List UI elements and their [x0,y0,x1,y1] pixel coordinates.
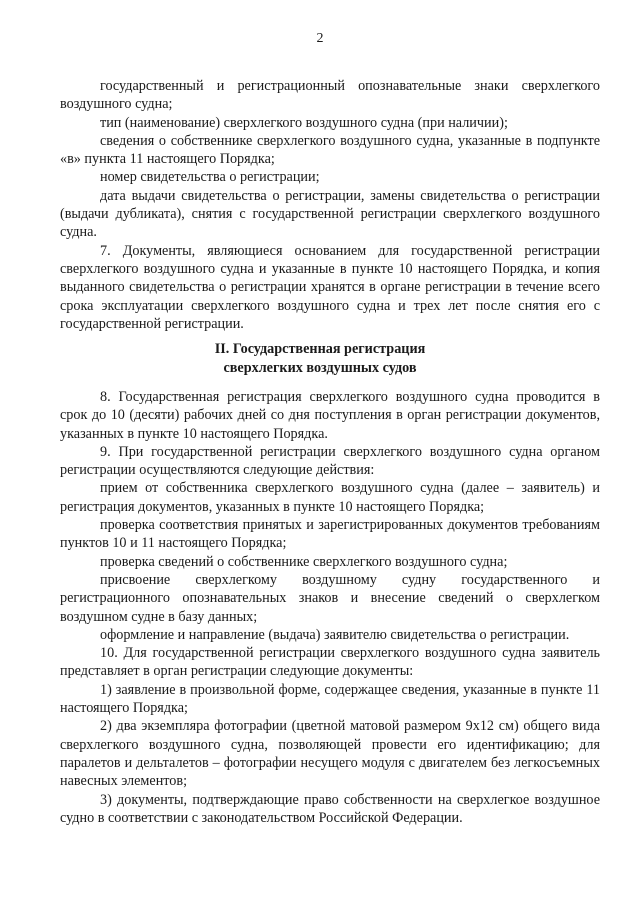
paragraph: 2) два экземпляра фотографии (цветной матовой размером 9x12 см) общего вида сверхлегкого воздушного судна, позволяющей провести его идентификацию; для паралетов и дельталетов – фотографии несущего модуля с двигателем без легкосъемных навесных элементов; [60,718,600,790]
paragraph: проверка соответствия принятых и зарегистрированных документов требованиям пунктов 10 и 11 настоящего Порядка; [60,517,600,552]
paragraph: 1) заявление в произвольной форме, содержащее сведения, указанные в пункте 11 настоящего Порядка; [60,681,600,717]
paragraph: дата выдачи свидетельства о регистрации, замены свидетельства о регистрации (выдачи дубликата), снятия с государственной регистрации сверхлегкого воздушного судна. [60,187,600,241]
paragraph: оформление и направление (выдача) заявителю свидетельства о регистрации. [100,626,570,643]
section-heading-line2: сверхлегких воздушных судов [223,359,417,376]
paragraph: 7. Документы, являющиеся основанием для государственной регистрации сверхлегкого воздушного судна и указанные в пункте 10 настоящего Порядка, и копия выданного свидетельства о регистрации хранятся в органе регистрации в течение всего срока эксплуатации сверхлегкого воздушного судна и трех лет после снятия его с государственной регистрации. [60,242,600,332]
paragraph: 3) документы, подтверждающие право собственности на сверхлегкое воздушное судно в соответствии с законодательством Российской Федерации. [60,791,600,826]
paragraph: тип (наименование) сверхлегкого воздушного судна (при наличии); [100,114,508,131]
paragraph: проверка сведений о собственнике сверхлегкого воздушного судна; [100,553,508,570]
text-block-top [60,77,600,333]
paragraph: государственный и регистрационный опознавательные знаки сверхлегкого воздушного судна; [60,78,600,113]
paragraph: номер свидетельства о регистрации; [100,169,320,186]
section-heading-line1: II. Государственная регистрация [214,341,426,357]
section-heading [0,340,640,377]
paragraph: 9. При государственной регистрации сверхлегкого воздушного судна органом регистрации осуществляются следующие действия: [60,443,600,479]
page-number: 2 [316,31,324,46]
paragraph: 10. Для государственной регистрации сверхлегкого воздушного судна заявитель представляет в орган регистрации следующие документы: [60,645,600,680]
paragraph: сведения о собственнике сверхлегкого воздушного судна, указанные в подпункте «в» пункта 11 настоящего Порядка; [60,132,600,168]
paragraph: прием от собственника сверхлегкого воздушного судна (далее – заявитель) и регистрация документов, указанных в пункте 10 настоящего Порядка; [60,480,600,515]
paragraph: присвоение сверхлегкому воздушному судну государственного и регистрационного опознавательных знаков и внесение сведений о сверхлегком воздушном судне в базу данных; [60,571,600,625]
paragraph: 8. Государственная регистрация сверхлегкого воздушного судна проводится в срок до 10 (десяти) рабочих дней со дня поступления в орган регистрации документов, указанных в пункте 10 настоящего Порядка. [60,389,600,442]
text-block-bottom [60,388,600,827]
